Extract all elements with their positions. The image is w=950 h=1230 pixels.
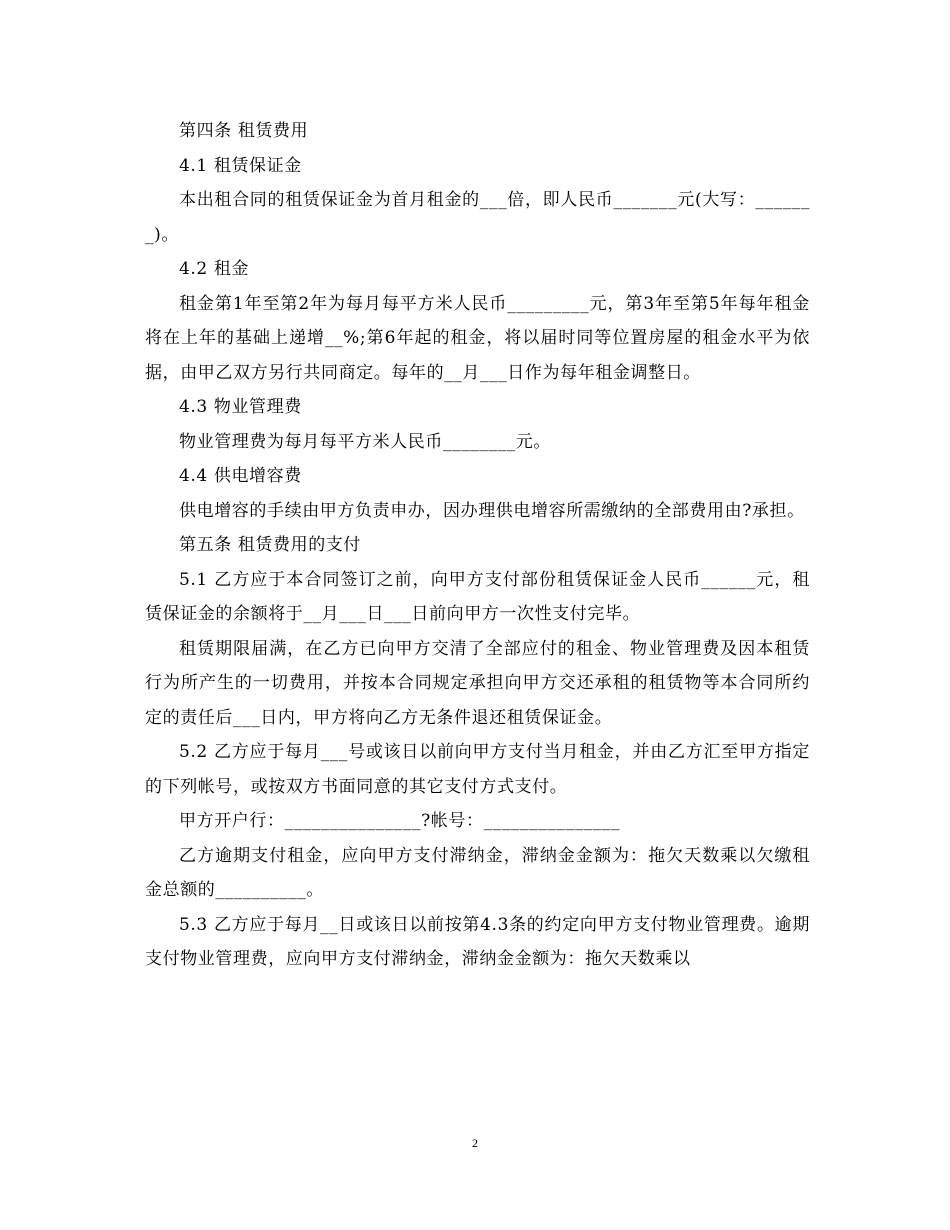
section-4-1-text: 本出租合同的租赁保证金为首月租金的___倍，即人民币_______元(大写：_______)。 (145, 190, 810, 245)
section-4-2-text: 租金第1年至第2年为每月每平方米人民币_________元，第3年至第5年每年租金将在上年的基础上递增__%;第6年起的租金，将以届时同等位置房屋的租金水平为依据，由甲乙双方另行共同商定。每年的__月___日作为每年租金调整日。 (145, 293, 810, 383)
section-5-3-text: 5.3 乙方应于每月__日或该日以前按第4.3条的约定向甲方支付物业管理费。逾期支付物业管理费，应向甲方支付滞纳金，滞纳金金额为：拖欠天数乘以 (145, 914, 810, 969)
section-4-4-text: 供电增容的手续由甲方负责申办，因办理供电增容所需缴纳的全部费用由?承担。 (179, 500, 805, 521)
document-body (145, 114, 810, 977)
section-5-1-text: 5.1 乙方应于本合同签订之前，向甲方支付部份租赁保证金人民币______元，租赁保证金的余额将于__月___日___日前向甲方一次性支付完毕。 (145, 569, 810, 624)
section-4-1-heading: 4.1 租赁保证金 (179, 155, 302, 176)
bank-account-line: 甲方开户行：_______________?帐号：_______________ (179, 811, 621, 831)
deposit-refund-text: 租赁期限届满，在乙方已向甲方交清了全部应付的租金、物业管理费及因本租赁行为所产生的一切费用，并按本合同规定承担向甲方交还承租的租赁物等本合同所约定的责任后___日内，甲方将向乙方无条件退还租赁保证金。 (145, 638, 810, 728)
article-5-heading: 第五条 租赁费用的支付 (179, 535, 362, 555)
section-4-3-text: 物业管理费为每月每平方米人民币________元。 (179, 431, 551, 452)
section-4-3-heading: 4.3 物业管理费 (179, 397, 302, 417)
section-4-4-heading: 4.4 供电增容费 (179, 466, 302, 486)
section-5-2-text: 5.2 乙方应于每月___号或该日以前向甲方支付当月租金，并由乙方汇至甲方指定的下列帐号，或按双方书面同意的其它支付方式支付。 (145, 742, 810, 797)
section-4-2-heading: 4.2 租金 (179, 259, 250, 279)
late-fee-text: 乙方逾期支付租金，应向甲方支付滞纳金，滞纳金金额为：拖欠天数乘以欠缴租金总额的__________。 (145, 845, 810, 900)
page-number: 2 (472, 1136, 478, 1150)
article-4-heading: 第四条 租赁费用 (179, 121, 309, 141)
